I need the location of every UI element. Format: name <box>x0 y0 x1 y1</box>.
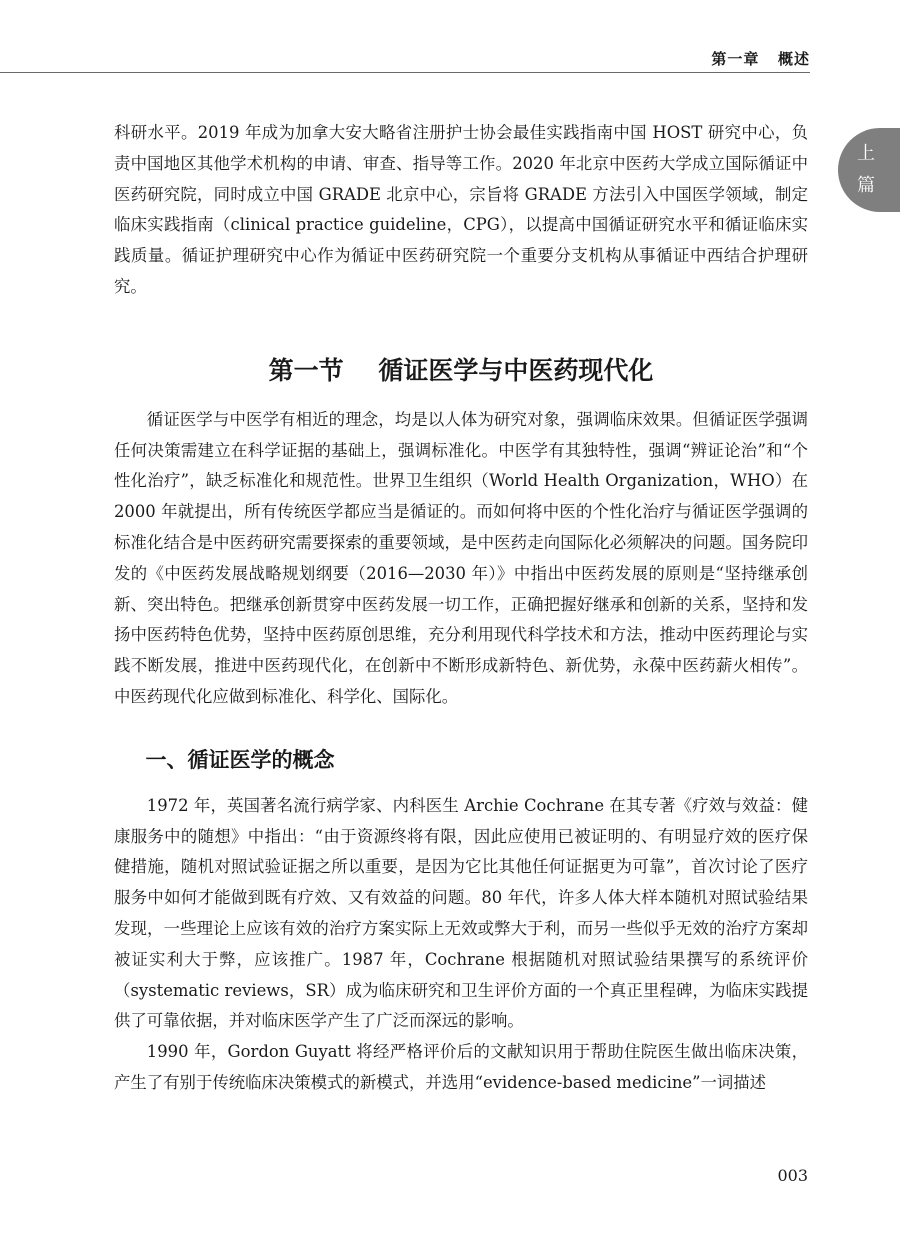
page-number: 003 <box>777 1166 808 1185</box>
subsection-heading: 一、循证医学的概念 <box>145 746 335 772</box>
part-tab-char-2: 篇 <box>857 175 875 196</box>
paragraph-intro: 科研水平。2019 年成为加拿大安大略省注册护士协会最佳实践指南中国 HOST 研究中心，负责中国地区其他学术机构的申请、审查、指导等工作。2020 年北京中医药大学成立国际循证中医药研究院，同时成立中国 GRADE 北京中心，宗旨将 GRADE 方法引入中国医学领域，制定临床实践指南（clinical practice guideline，CPG），以提高中国循证研究水平和循证临床实践质量。循证护理研究中心作为循证中医药研究院一个重要分支机构从事循证中西结合护理研究。 <box>114 123 808 296</box>
chapter-title: 第一章 概述 <box>711 50 810 68</box>
paragraph-1972: 1972 年，英国著名流行病学家、内科医生 Archie Cochrane 在其专著《疗效与效益：健康服务中的随想》中指出：“由于资源终将有限，因此应使用已被证明的、有明显疗效的医疗保健措施，随机对照试验证据之所以重要，是因为它比其他任何证据更为可靠”，首次讨论了医疗服务中如何才能做到既有疗效、又有效益的问题。80 年代，许多人体大样本随机对照试验结果发现，一些理论上应该有效的治疗方案实际上无效或弊大于利，而另一些似乎无效的治疗方案却被证实利大于弊，应该推广。1987 年，Cochrane 根据随机对照试验结果撰写的系统评价（systematic reviews，SR）成为临床研究和卫生评价方面的一个真正里程碑，为临床实践提供了可靠依据，并对临床医学产生了广泛而深远的影响。 <box>114 795 808 1031</box>
part-tab-char-1: 上 <box>857 143 875 164</box>
paragraph-1990: 1990 年，Gordon Guyatt 将经严格评价后的文献知识用于帮助住院医生做出临床决策，产生了有别于传统临床决策模式的新模式，并选用“evidence-based medicine”一词描述 <box>114 1042 808 1092</box>
paragraph-section: 循证医学与中医学有相近的理念，均是以人体为研究对象，强调临床效果。但循证医学强调任何决策需建立在科学证据的基础上，强调标准化。中医学有其独特性，强调“辨证论治”和“个性化治疗”，缺乏标准化和规范性。世界卫生组织（World Health Organization，WHO）在 2000 年就提出，所有传统医学都应当是循证的。而如何将中医的个性化治疗与循证医学强调的标准化结合是中医药研究需要探索的重要领域，是中医药走向国际化必须解决的问题。国务院印发的《中医药发展战略规划纲要（2016—2030 年）》中指出中医药发展的原则是“坚持继承创新、突出特色。把继承创新贯穿中医药发展一切工作，正确把握好继承和创新的关系，坚持和发扬中医药特色优势，坚持中医药原创思维，充分利用现代科学技术和方法，推动中医药理论与实践不断发展，推进中医药现代化，在创新中不断形成新特色、新优势，永葆中医药薪火相传”。中医药现代化应做到标准化、科学化、国际化。 <box>114 409 808 706</box>
running-header <box>0 0 810 73</box>
part-tab <box>838 128 900 212</box>
section-heading: 第一节 循证医学与中医药现代化 <box>268 355 654 385</box>
page-content <box>114 118 808 1099</box>
